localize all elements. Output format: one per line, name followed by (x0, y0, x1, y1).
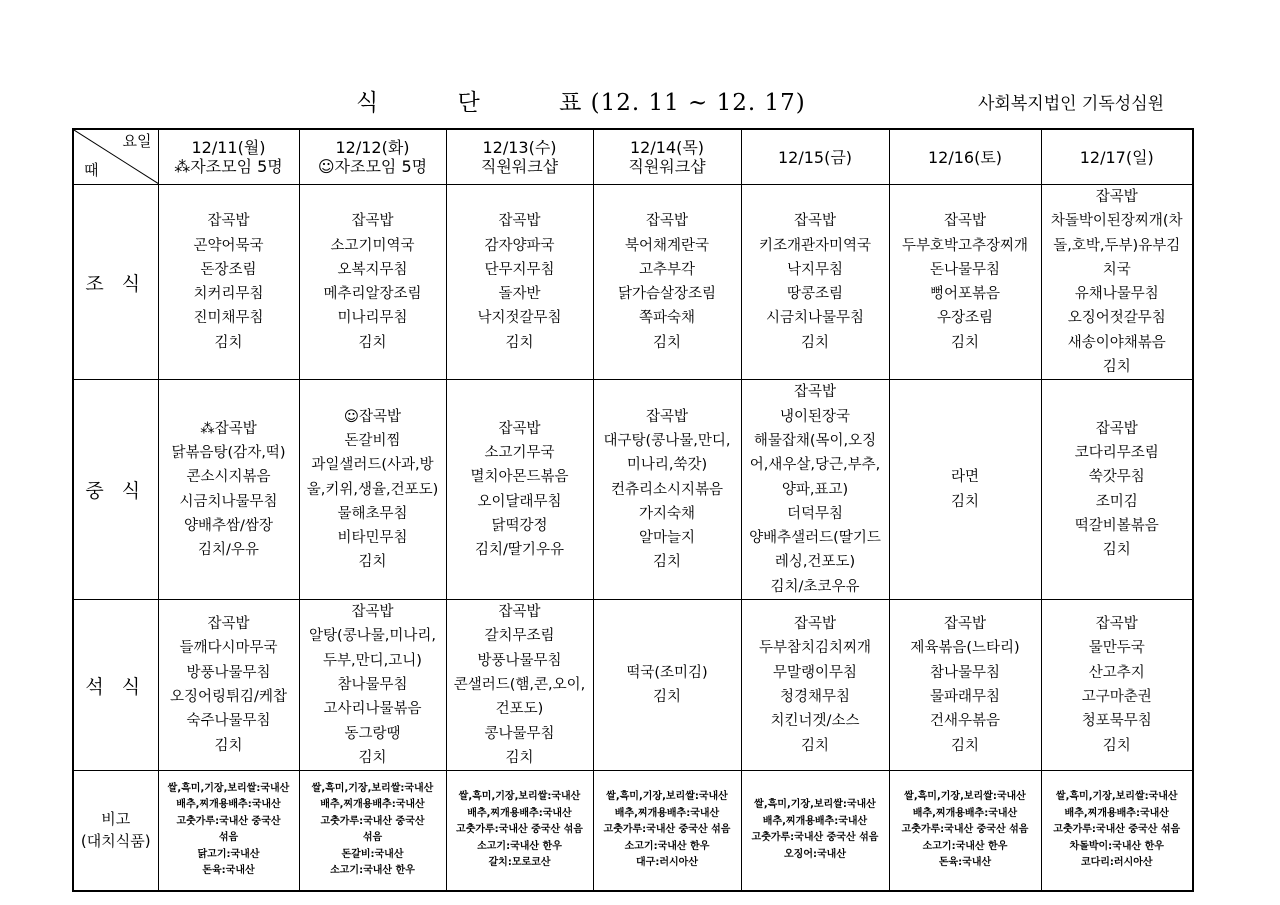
menu-item: 멸치아몬드볶음 (470, 469, 569, 486)
origin-note-line: 섞음 (362, 832, 383, 844)
origin-note-line: 배추,찌개용배추:국내산 (320, 799, 425, 811)
menu-item: 닭가슴살장조림 (617, 286, 717, 303)
menu-cell (889, 600, 1041, 771)
menu-item: 물만두국 (1088, 640, 1145, 657)
menu-item: 과일샐러드(사과,방 (311, 457, 434, 474)
origin-note-line: 쌀,흑미,기장,보리쌀:국내산 (754, 799, 876, 811)
origin-note-line: 소고기:국내산 한우 (330, 865, 415, 877)
origin-note-line: 고춧가루:국내산 중국산 섞음 (1053, 824, 1181, 836)
menu-item: 조미김 (1095, 493, 1138, 510)
menu-item: 잡곡밥 (793, 384, 837, 401)
menu-item: 해물잡채(목이,오징 (753, 432, 877, 449)
day-header (593, 129, 741, 185)
menu-item: 두부참치김치찌개 (758, 640, 872, 657)
menu-cell (889, 185, 1041, 380)
menu-cell (1041, 380, 1193, 600)
meal-label: 조 식 (73, 185, 158, 380)
menu-item: 울,키위,생율,건포도) (306, 481, 439, 498)
day-date: 12/15(금) (777, 147, 853, 167)
menu-item: 알마늘지 (638, 530, 696, 547)
menu-item: 잡곡밥 (351, 604, 394, 621)
day-header (299, 129, 446, 185)
menu-cell (593, 380, 741, 600)
menu-item: 치킨너겟/소스 (770, 713, 860, 730)
menu-item: 차돌박이된장찌개(차 (1050, 213, 1183, 230)
origin-note-line: 섞음 (218, 832, 239, 844)
menu-item: 메추리알장조림 (323, 286, 422, 303)
origin-note-line: 배추,찌개용배추:국내산 (614, 807, 720, 819)
menu-item: 더덕무침 (786, 505, 844, 522)
menu-item: 방풍나물무침 (477, 652, 562, 669)
origin-note-line: 쌀,흑미,기장,보리쌀:국내산 (606, 791, 728, 803)
menu-item: 잡곡밥 (793, 213, 837, 230)
menu-item: 유채나물무침 (1074, 286, 1159, 303)
menu-item: 김치 (505, 749, 534, 766)
meal-row-breakfast (73, 185, 1193, 380)
menu-item: 고구마춘권 (1081, 689, 1152, 706)
menu-item: 물파래무침 (929, 689, 1001, 706)
menu-item: 냉이된장국 (779, 408, 851, 425)
menu-item: 땅콩조림 (786, 286, 844, 303)
menu-cell (446, 600, 593, 771)
origin-note-line: 배추,찌개용배추:국내산 (1064, 807, 1169, 819)
menu-cell (158, 380, 299, 600)
menu-item: 무말랭이무침 (772, 664, 858, 681)
menu-item: 양배추샐러드(딸기드 (749, 530, 881, 547)
menu-item: 잡곡밥 (498, 420, 541, 437)
origin-note-cell (158, 771, 299, 891)
day-date: 12/16(토) (927, 147, 1003, 167)
menu-item: 산고추지 (1088, 664, 1145, 681)
menu-item: 잡곡밥 (1095, 420, 1138, 437)
menu-item: 진미채무침 (193, 310, 264, 327)
menu-item: 참나물무침 (337, 676, 408, 693)
origin-note-line: 오징어:국내산 (784, 848, 846, 860)
menu-cell (1041, 185, 1193, 380)
menu-item: 숙주나물무침 (186, 713, 271, 730)
menu-item: 동그랑땡 (344, 725, 401, 742)
menu-item: 두부,만디,고니) (323, 652, 422, 669)
menu-item: 북어채계란국 (624, 237, 710, 254)
menu-item: 김치 (652, 554, 681, 571)
day-header (889, 129, 1041, 185)
menu-item: 잡곡밥 (498, 604, 541, 621)
origin-note-line: 배추,찌개용배추:국내산 (467, 807, 572, 819)
menu-item: 오복지무침 (337, 261, 408, 278)
menu-item: 콩나물무침 (484, 725, 555, 742)
menu-item: 낙지젓갈무침 (477, 310, 562, 327)
menu-cell (741, 600, 889, 771)
menu-item: 대구탕(콩나물,만디, (603, 432, 731, 449)
menu-item: 시금치나물무침 (179, 493, 278, 510)
page-title (356, 84, 806, 117)
menu-item: 청경채무침 (779, 689, 851, 706)
menu-item: 닭볶음탕(감자,떡) (171, 445, 286, 462)
corner-cell (73, 129, 158, 185)
day-note: ☺자조모임 5명 (317, 157, 428, 176)
menu-item: 오징어링튀김/케찹 (170, 689, 287, 706)
day-date: 12/12(화) (335, 138, 410, 157)
origin-note-line: 소고기:국내산 한우 (477, 840, 562, 852)
menu-item: 잡곡밥 (943, 213, 987, 230)
menu-cell (158, 600, 299, 771)
menu-item: 고추부각 (638, 261, 696, 278)
menu-item: 콘샐러드(햄,콘,오이, (453, 676, 586, 693)
origin-note-line: 고춧가루:국내산 중국산 섞음 (603, 824, 731, 836)
menu-item: 알탕(콩나물,미나리, (309, 628, 436, 645)
origin-note-cell (593, 771, 741, 891)
origin-note-line: 고춧가루:국내산 중국산 섞음 (901, 824, 1029, 836)
menu-item: 잡곡밥 (645, 213, 689, 230)
header-row (73, 129, 1193, 185)
origin-note-cell (741, 771, 889, 891)
menu-item: 김치/초코우유 (770, 578, 860, 595)
menu-item: 컨츄리소시지볶음 (610, 481, 724, 498)
origin-note-cell (446, 771, 593, 891)
menu-item: 낙지무침 (786, 261, 844, 278)
menu-item: 참나물무침 (929, 664, 1001, 681)
menu-item: 가지숙채 (638, 505, 696, 522)
day-header (446, 129, 593, 185)
menu-table (72, 128, 1194, 892)
menu-item: ☺잡곡밥 (343, 408, 402, 425)
menu-item: 치커리무침 (193, 286, 264, 303)
menu-item: 김치 (505, 334, 534, 351)
origin-note-cell (299, 771, 446, 891)
note-row (73, 771, 1193, 891)
menu-item: 돈갈비찜 (344, 432, 401, 449)
menu-item: 잡곡밥 (207, 213, 250, 230)
menu-item: 뻥어포볶음 (929, 286, 1001, 303)
menu-item: 김치 (800, 737, 829, 754)
menu-item: 새송이야채볶음 (1067, 334, 1166, 351)
menu-item: 김치 (800, 334, 829, 351)
menu-item: 미나리,쑥갓) (626, 457, 708, 474)
menu-item: 건새우볶음 (929, 713, 1001, 730)
menu-item: 들깨다시마무국 (179, 640, 278, 657)
menu-cell (158, 185, 299, 380)
menu-item: 건포도) (495, 701, 544, 718)
menu-item: 김치 (950, 737, 979, 754)
origin-note-line: 돈육:국내산 (202, 865, 255, 877)
menu-item: 김치 (358, 554, 387, 571)
menu-item: 김치 (214, 334, 243, 351)
origin-note-cell (1041, 771, 1193, 891)
menu-cell (741, 380, 889, 600)
menu-item: 김치 (652, 334, 681, 351)
menu-item: 김치 (652, 689, 681, 706)
menu-cell (593, 185, 741, 380)
menu-item: 라면 (950, 469, 979, 486)
day-header (741, 129, 889, 185)
menu-cell (299, 600, 446, 771)
menu-item: 단무지무침 (484, 261, 555, 278)
origin-note-line: 쌀,흑미,기장,보리쌀:국내산 (167, 782, 290, 794)
menu-item: 오이달래무침 (477, 493, 562, 510)
menu-cell (741, 185, 889, 380)
title-part3: 표 (559, 90, 583, 116)
origin-note-line: 쌀,흑미,기장,보리쌀:국내산 (458, 791, 581, 803)
day-date: 12/11(월) (191, 138, 266, 157)
menu-item: 돈나물무침 (929, 261, 1001, 278)
menu-item: 방풍나물무침 (186, 664, 271, 681)
menu-item: 잡곡밥 (498, 213, 541, 230)
menu-item: 감자양파국 (484, 237, 555, 254)
menu-item: 소고기무국 (484, 445, 555, 462)
origin-note-line: 배추,찌개용배추:국내산 (176, 799, 281, 811)
menu-item: 치국 (1102, 261, 1131, 278)
menu-item: 레싱,건포도) (774, 554, 856, 571)
menu-item: 김치 (358, 749, 387, 766)
menu-item: 비타민무침 (337, 530, 408, 547)
origin-note-line: 배추,찌개용배추:국내산 (912, 807, 1018, 819)
day-note: 직원워크샵 (628, 157, 706, 176)
menu-item: 어,새우살,당근,부추, (749, 457, 881, 474)
day-header (158, 129, 299, 185)
title-part2: 단 (457, 90, 481, 116)
origin-note-line: 소고기:국내산 한우 (624, 840, 710, 852)
organization-name: 사회복지법인 기독성심원 (978, 94, 1165, 114)
menu-item: 돈장조림 (200, 261, 257, 278)
origin-note-line: 돈육:국내산 (938, 857, 992, 869)
origin-note-line: 코다리:러시아산 (1080, 857, 1153, 869)
day-header (1041, 129, 1193, 185)
origin-note-line: 차돌박이:국내산 한우 (1069, 840, 1164, 852)
menu-item: 시금치나물무침 (765, 310, 865, 327)
meal-row-lunch (73, 380, 1193, 600)
menu-item: 돌자반 (498, 286, 541, 303)
meal-row-dinner (73, 600, 1193, 771)
menu-item: 김치 (1102, 542, 1131, 559)
menu-item: 미나리무침 (337, 310, 408, 327)
meal-label: 석 식 (73, 600, 158, 771)
origin-note-line: 닭고기:국내산 (197, 848, 260, 860)
menu-item: 양배추쌈/쌈장 (184, 518, 273, 534)
menu-cell (299, 185, 446, 380)
origin-note-line: 배추,찌개용배추:국내산 (762, 815, 868, 827)
menu-item: 제육볶음(느타리) (910, 640, 1020, 657)
menu-item: 쪽파숙채 (638, 310, 696, 327)
menu-item: 잡곡밥 (793, 616, 837, 633)
origin-note-line: 대구:러시아산 (636, 857, 698, 869)
menu-cell (1041, 600, 1193, 771)
menu-item: 갈치무조림 (484, 628, 555, 645)
menu-item: 김치 (950, 334, 979, 351)
menu-item: 잡곡밥 (351, 213, 394, 230)
origin-note-line: 고춧가루:국내산 중국산 섞음 (751, 832, 879, 844)
menu-item: 잡곡밥 (1095, 616, 1138, 633)
menu-item: 김치/딸기우유 (475, 542, 564, 559)
meal-label: 중 식 (73, 380, 158, 600)
menu-item: 떡갈비볼볶음 (1074, 518, 1159, 534)
menu-item: 김치 (1102, 737, 1131, 754)
menu-item: 두부호박고추장찌개 (901, 237, 1029, 254)
note-label-line1: 비고 (101, 810, 131, 829)
origin-note-line: 쌀,흑미,기장,보리쌀:국내산 (904, 791, 1026, 803)
menu-item: 양파,표고) (781, 481, 849, 498)
day-date: 12/14(목) (629, 138, 705, 157)
menu-item: 오징어젓갈무침 (1067, 310, 1166, 327)
title-part1: 식 (356, 90, 380, 116)
corner-meal-label: 때 (84, 161, 99, 179)
menu-item: 김치/우유 (198, 542, 259, 559)
menu-item: 잡곡밥 (943, 616, 987, 633)
menu-item: 물해초무침 (337, 505, 408, 522)
day-date: 12/13(수) (482, 138, 557, 157)
origin-note-line: 고춧가루:국내산 중국산 (320, 815, 425, 827)
origin-note-line: 고춧가루:국내산 중국산 (176, 815, 281, 827)
origin-note-line: 소고기:국내산 한우 (922, 840, 1008, 852)
corner-day-label: 요일 (122, 132, 152, 150)
menu-item: 닭떡강정 (491, 518, 548, 534)
note-label-line2: (대치식품) (80, 832, 151, 851)
menu-item: 우장조림 (936, 310, 994, 327)
menu-cell (593, 600, 741, 771)
menu-item: 잡곡밥 (207, 616, 250, 633)
menu-cell (446, 380, 593, 600)
origin-note-line: 쌀,흑미,기장,보리쌀:국내산 (311, 782, 434, 794)
origin-note-line: 고춧가루:국내산 중국산 섞음 (456, 824, 583, 836)
menu-item: 쑥갓무침 (1088, 469, 1145, 486)
menu-cell (889, 380, 1041, 600)
menu-item: 고사리나물볶음 (323, 701, 422, 718)
note-label (73, 771, 158, 891)
menu-item: 떡국(조미김) (626, 664, 708, 681)
day-note: 직원워크샵 (480, 157, 559, 176)
menu-item: 김치 (214, 737, 243, 754)
menu-item: 콘소시지볶음 (186, 469, 271, 486)
origin-note-cell (889, 771, 1041, 891)
origin-note-line: 갈치:모로코산 (488, 857, 551, 869)
menu-item: 김치 (1102, 359, 1131, 376)
menu-item: 돌,호박,두부)유부김 (1053, 237, 1181, 254)
menu-item: 코다리무조림 (1074, 445, 1159, 462)
menu-cell (446, 185, 593, 380)
menu-item: 잡곡밥 (1095, 189, 1138, 205)
menu-item: 김치 (358, 334, 387, 351)
origin-note-line: 쌀,흑미,기장,보리쌀:국내산 (1055, 791, 1178, 803)
day-date: 12/17(일) (1079, 147, 1154, 167)
menu-item: 소고기미역국 (330, 237, 415, 254)
menu-item: 곤약어묵국 (193, 237, 264, 254)
day-note: ⁂자조모임 5명 (174, 157, 283, 176)
menu-item: 청포묵무침 (1081, 713, 1152, 730)
title-range: (12. 11 ~ 12. 17) (590, 90, 806, 116)
menu-item: 잡곡밥 (645, 408, 689, 425)
menu-item: 키조개관자미역국 (758, 237, 872, 254)
menu-cell (299, 380, 446, 600)
origin-note-line: 돈갈비:국내산 (341, 848, 404, 860)
menu-item: 김치 (950, 493, 979, 510)
menu-item: ⁂잡곡밥 (200, 420, 257, 437)
